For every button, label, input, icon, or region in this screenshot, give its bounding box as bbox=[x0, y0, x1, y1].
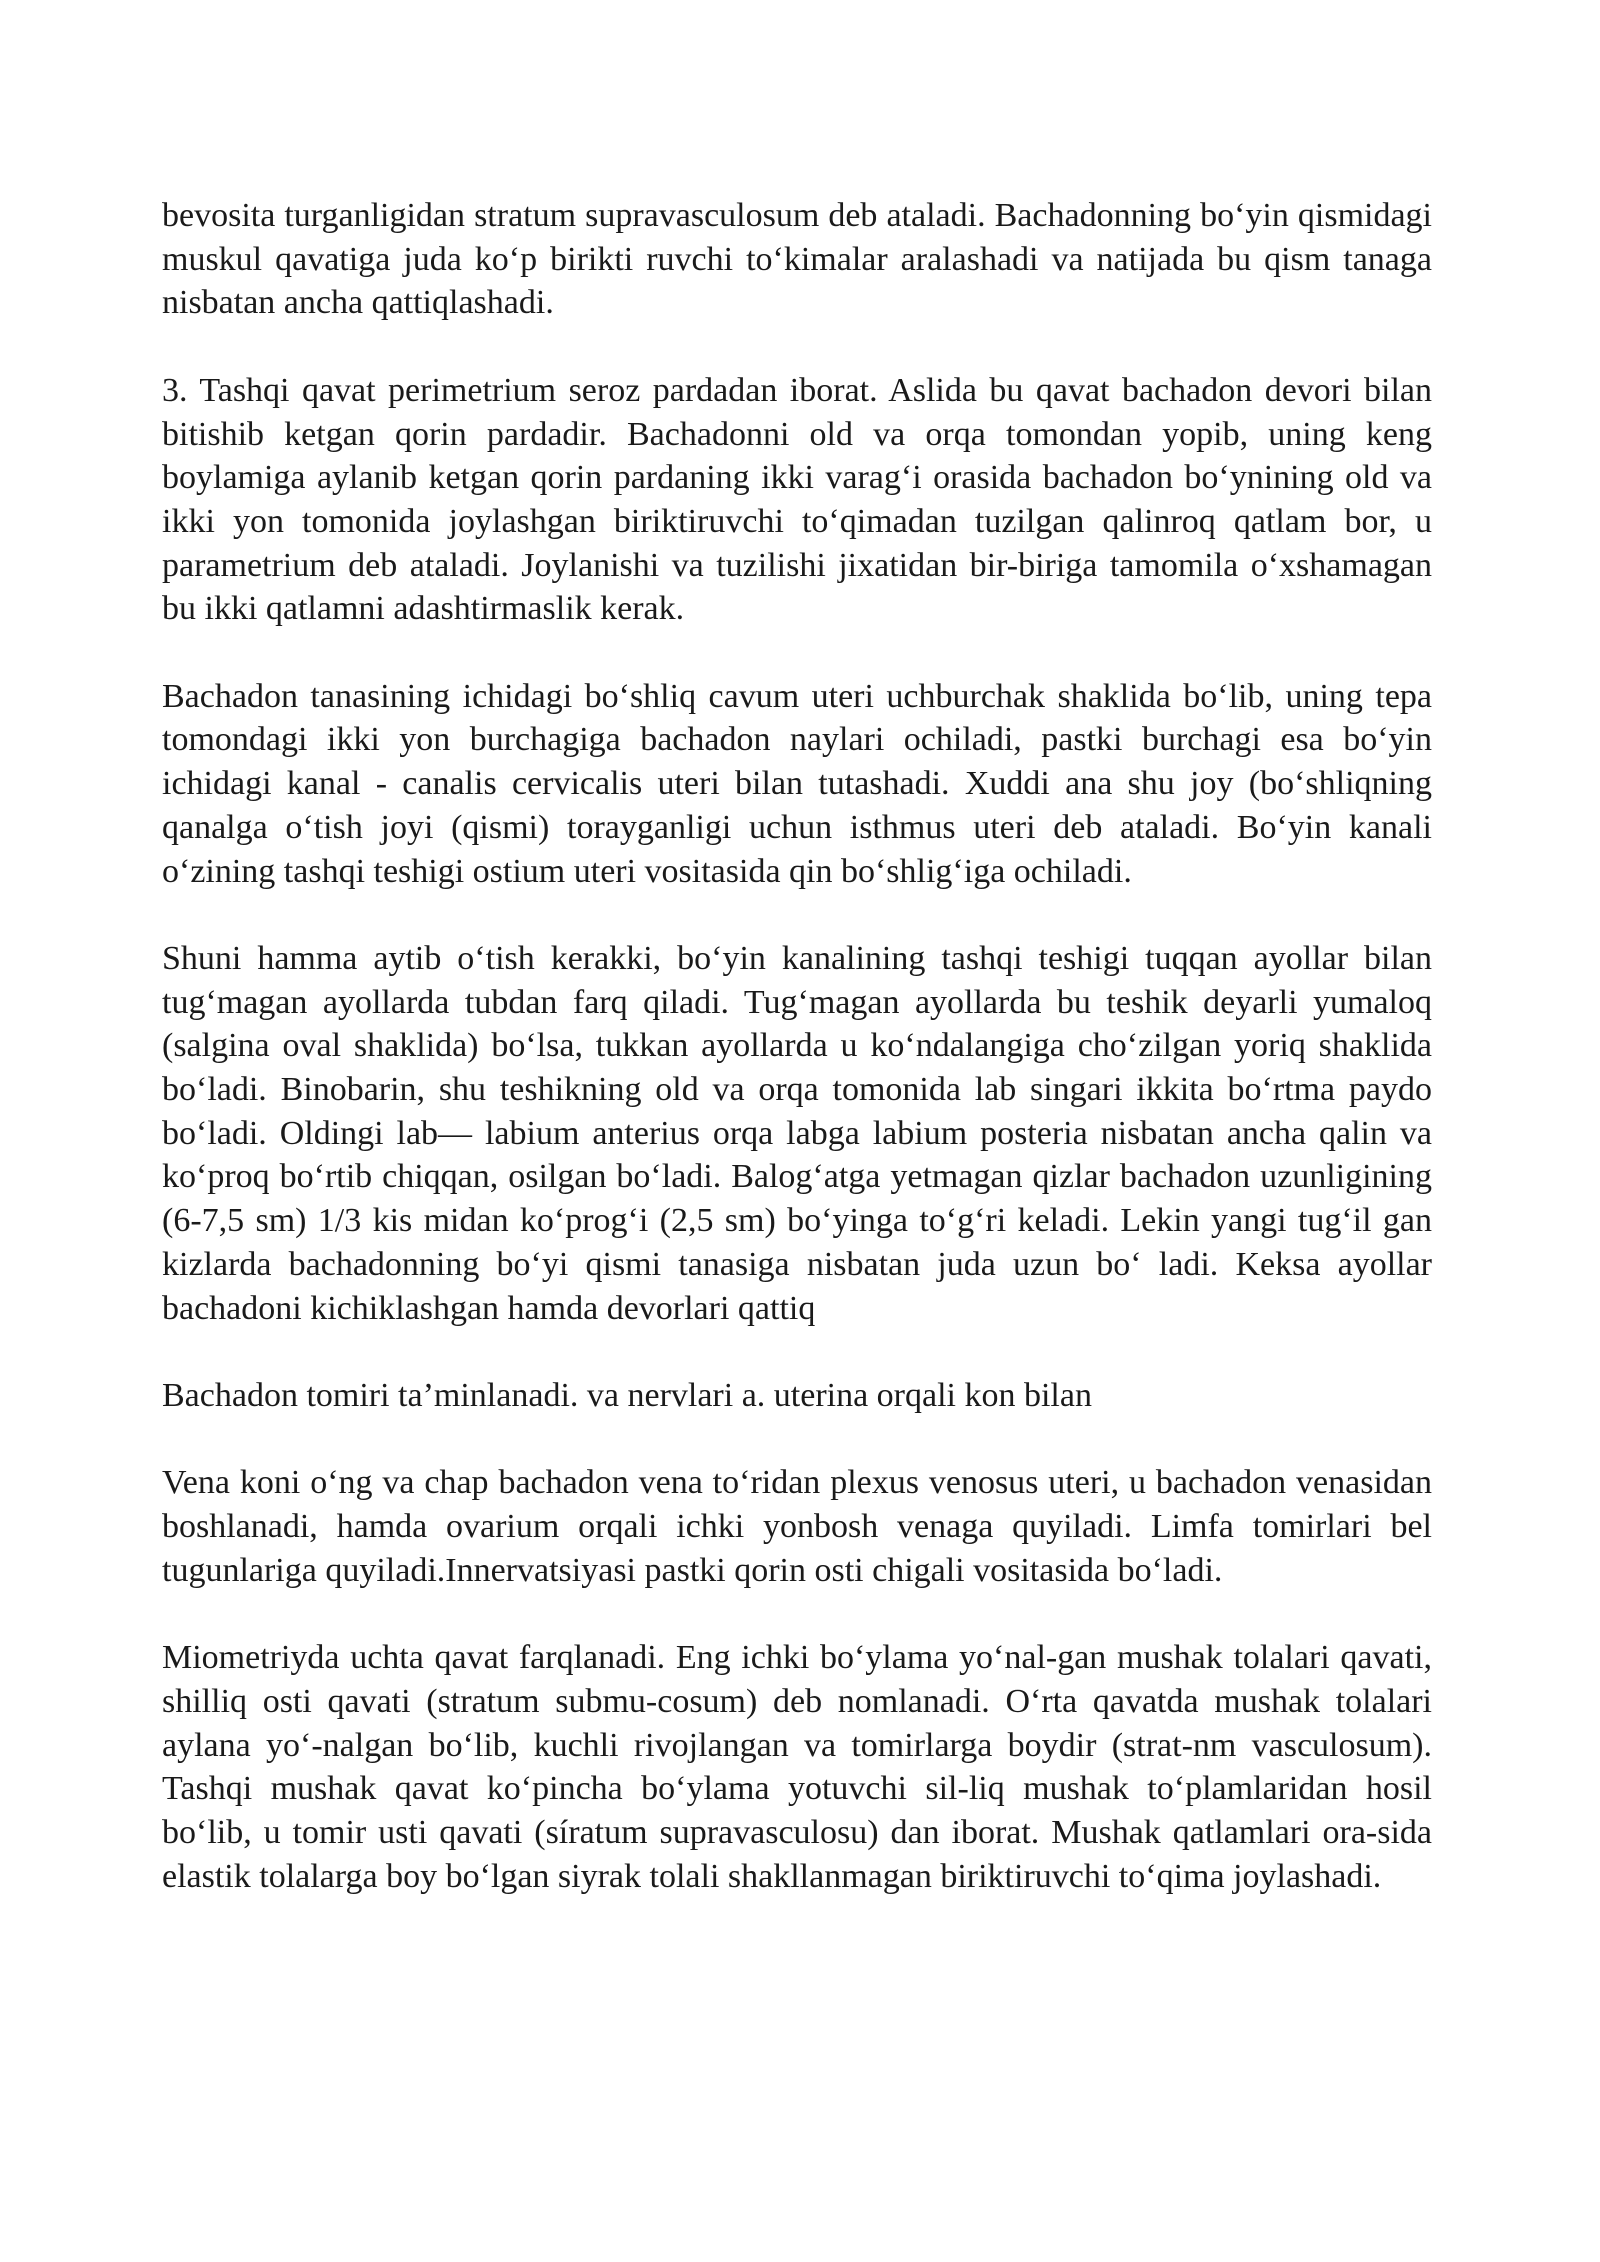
paragraph-5: Bachadon tomiri ta’minlanadi. va nervlari a. uterina orqali kon bilan bbox=[162, 1376, 1092, 1414]
paragraph-1: bevosita turganligidan stratum supravasculosum deb ataladi. Bachadonning bo‘yin qismidagi muskul qavatiga juda ko‘p birikti ruvchi to‘kimalar aralashadi va natijada bu qism tanaga nisbatan ancha qattiqlashadi. bbox=[162, 197, 1432, 322]
paragraph-6: Vena koni o‘ng va chap bachadon vena to‘ridan plexus venosus uteri, u bachadon venasidan boshlanadi, hamda ovarium orqali ichki yonbosh venaga quyiladi. Limfa tomirlari bel tugunlariga quyiladi.Innervatsiyasi pastki qorin osti chigali vositasida bo‘ladi. bbox=[162, 1464, 1432, 1589]
document-page bbox=[162, 194, 1432, 1898]
paragraph-2: 3. Tashqi qavat perimetrium seroz pardadan iborat. Aslida bu qavat bachadon devori bilan bitishib ketgan qorin pardadir. Bachadonni old va orqa tomondan yopib, uning keng boylamiga aylanib ketgan qorin pardaning ikki varag‘i orasida bachadon bo‘ynining old va ikki yon tomonida joylashgan biriktiruvchi to‘qimadan tuzilgan qalinroq qatlam bor, u parametrium deb ataladi. Joylanishi va tuzilishi jixatidan bir-biriga tamomila o‘xshamagan bu ikki qatlamni adashtirmaslik kerak. bbox=[162, 371, 1432, 628]
paragraph-4: Shuni hamma aytib o‘tish kerakki, bo‘yin kanalining tashqi teshigi tuqqan ayollar bilan tug‘magan ayollarda tubdan farq qiladi. Tug‘magan ayollarda bu teshik deyarli yumaloq (salgina oval shaklida) bo‘lsa, tukkan ayollarda u ko‘ndalangiga cho‘zilgan yoriq shaklida bo‘ladi. Binobarin, shu teshikning old va orqa tomonida lab singari ikkita bo‘rtma paydo bo‘ladi. Oldingi lab— labium anterius orqa labga labium posteria nisbatan ancha qalin va ko‘proq bo‘rtib chiqqan, osilgan bo‘ladi. Balog‘atga yetmagan qizlar bachadon uzunligining (6-7,5 sm) 1/3 kis midan ko‘prog‘i (2,5 sm) bo‘yinga to‘g‘ri keladi. Lekin yangi tug‘il gan kizlarda bachadonning bo‘yi qismi tanasiga nisbatan juda uzun bo‘ ladi. Keksa ayollar bachadoni kichiklashgan hamda devorlari qattiq bbox=[162, 939, 1432, 1327]
paragraph-7: Miometriyda uchta qavat farqlanadi. Eng ichki bo‘ylama yo‘nal-gan mushak tolalari qavati, shilliq osti qavati (stratum submu-cosum) deb nomlanadi. O‘rta qavatda mushak tolalari aylana yo‘-nalgan bo‘lib, kuchli rivojlangan va tomirlarga boydir (strat-nm vasculosum). Tashqi mushak qavat ko‘pincha bo‘ylama yotuvchi sil-liq mushak to‘plamlaridan hosil bo‘lib, u tomir usti qavati (síratum supravasculosu) dan iborat. Mushak qatlamlari ora-sida elastik tolalarga boy bo‘lgan siyrak tolali shakllanmagan biriktiruvchi to‘qima joylashadi. bbox=[162, 1639, 1432, 1895]
paragraph-3: Bachadon tanasining ichidagi bo‘shliq cavum uteri uchburchak shaklida bo‘lib, uning tepa tomondagi ikki yon burchagiga bachadon naylari ochiladi, pastki burchagi esa bo‘yin ichidagi kanal - canalis cervicalis uteri bilan tutashadi. Xuddi ana shu joy (bo‘shliqning qanalga o‘tish joyi (qismi) torayganligi uchun isthmus uteri deb ataladi. Bo‘yin kanali o‘zining tashqi teshigi ostium uteri vositasida qin bo‘shlig‘iga ochiladi. bbox=[162, 677, 1432, 890]
